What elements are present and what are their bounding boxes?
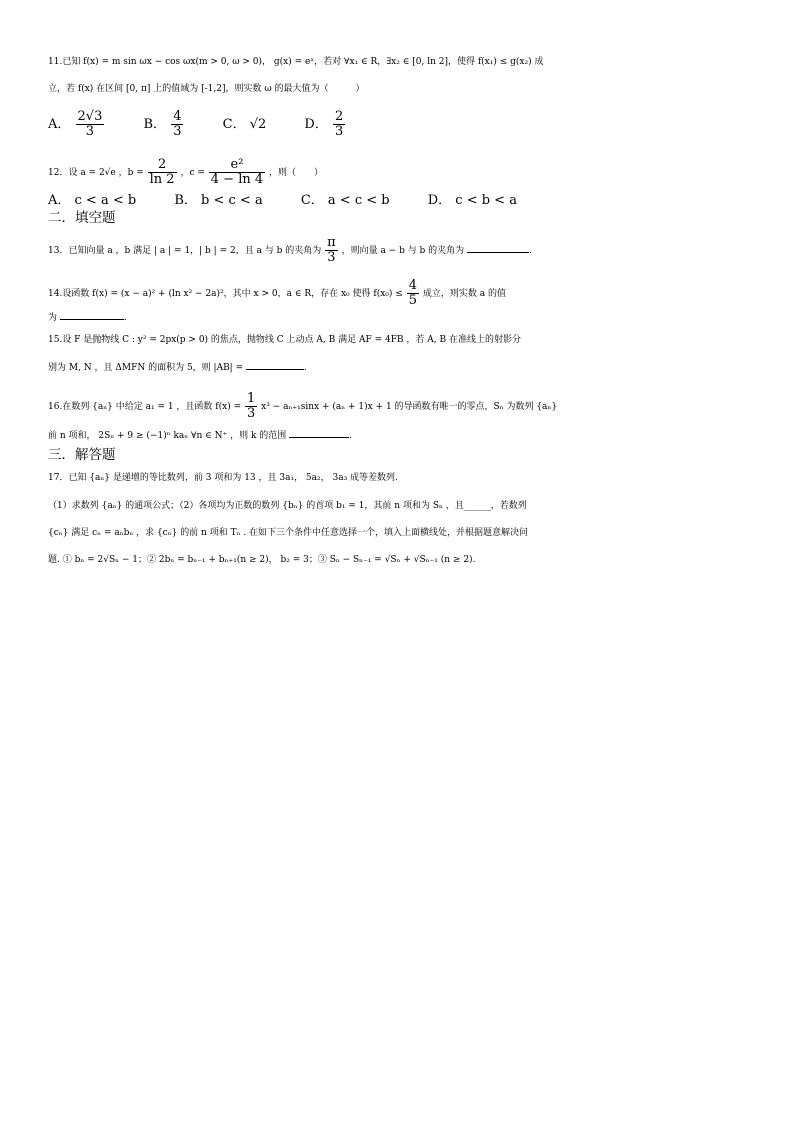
period: . — [529, 246, 532, 256]
q15-line2 — [48, 357, 748, 377]
q17-line3: {cₙ} 满足 cₙ = aₙbₙ ，求 {cₙ} 的前 n 项和 Tₙ . 在如下三个条件中任意选择一个，填入上面横线处，并根据题意解决问 — [48, 528, 529, 538]
q12-options — [48, 192, 551, 210]
q13-prefix: 13．已知向量 a ，b 满足 | a | = 1，| b | = 2，且 a 与 b 的夹角为 — [48, 246, 322, 256]
fraction — [209, 158, 265, 187]
fraction — [245, 392, 257, 421]
period: . — [123, 313, 127, 323]
q17-line1: 17．已知 {aₙ} 是递增的等比数列，前 3 项和为 13 ，且 3a₁， 5a₂， 3a₃ 成等差数列. — [48, 473, 398, 483]
fraction — [407, 279, 419, 308]
q16-line2 — [48, 425, 748, 445]
denominator: 3 — [247, 406, 256, 421]
numerator: π — [327, 235, 336, 250]
q16-line1 — [48, 392, 748, 421]
q13-suffix: ，则向量 a − b 与 b 的夹角为 — [341, 246, 465, 256]
q12-option-b: B． b < c < a — [174, 193, 263, 208]
q14-line2 — [48, 307, 748, 327]
q11-option-d — [304, 110, 346, 139]
q11-option-c — [223, 116, 267, 134]
q17-line4: 题. ① bₙ = 2√Sₙ − 1；② 2bₙ = bₙ₋₁ + bₙ₊₁(n ≥ 2)， b₂ = 3；③ Sₙ − Sₙ₋₁ = √Sₙ + √Sₙ₋₁ (n ≥ 2). — [48, 555, 476, 565]
q12-option-d: D． c < b < a — [427, 193, 517, 208]
q12-option-c: C． a < c < b — [300, 193, 390, 208]
numerator: e² — [209, 158, 265, 173]
q12-mid: ，c = — [180, 168, 205, 178]
numerator: 1 — [247, 391, 256, 406]
q14-prefix: 14.设函数 f(x) = (x − a)² + (ln x² − 2a)²，其中 x > 0，a ∈ R，存在 x₀ 使得 f(x₀) ≤ — [48, 289, 403, 299]
answer-blank[interactable] — [246, 357, 304, 370]
answer-blank[interactable] — [289, 425, 349, 438]
option-value: √2 — [249, 117, 267, 132]
numerator: 2 — [148, 158, 177, 173]
denominator: 3 — [85, 124, 95, 139]
q14-suffix: 成立，则实数 a 的值 — [422, 289, 506, 299]
q11-line1: 11.已知 f(x) = m sin ωx − cos ωx(m > 0, ω > 0)， g(x) = eˣ，若对 ∀x₁ ∈ R，∃x₂ ∈ [0, ln 2]，使得 f(x₁) ≤ g(x₂) 成 — [48, 57, 544, 67]
option-label: D． — [304, 117, 328, 132]
q13-line — [48, 236, 748, 265]
denominator: 5 — [408, 293, 417, 308]
q12-line1 — [48, 158, 748, 187]
denominator: 3 — [327, 250, 336, 265]
q17-line2: （1）求数列 {aₙ} 的通项公式；（2）各项均为正数的数列 {bₙ} 的首项 b₁ = 1，其前 n 项和为 Sₙ ，且______，若数列 — [48, 501, 527, 511]
q14-line1 — [48, 279, 748, 308]
denominator: 4 − ln 4 — [210, 172, 264, 187]
q16-line2-text: 前 n 项和， 2Sₙ + 9 ≥ (−1)ⁿ kaₙ ∀n ∈ N⁺ ，则 k 的范围 — [48, 431, 287, 441]
q11-option-b — [144, 110, 185, 139]
denominator: 3 — [173, 124, 182, 139]
period: . — [304, 363, 307, 373]
numerator: 4 — [408, 278, 417, 293]
q14-line2-text: 为 — [48, 313, 58, 323]
q12-prefix: 12．设 a = 2√e ，b = — [48, 168, 144, 178]
fraction — [333, 110, 345, 139]
denominator: 3 — [335, 124, 344, 139]
answer-blank[interactable] — [60, 307, 124, 320]
option-label: A． — [48, 117, 71, 132]
option-label: B． — [143, 117, 167, 132]
section-heading-fill-blank: 二．填空题 — [48, 210, 116, 226]
q11-options — [48, 110, 380, 139]
q16-prefix: 16.在数列 {aₙ} 中给定 a₁ = 1 ，且函数 f(x) = — [48, 402, 242, 412]
numerator: 2 — [335, 109, 344, 124]
period: . — [349, 431, 353, 441]
fraction — [76, 110, 105, 139]
denominator: ln 2 — [149, 172, 175, 187]
q11-option-a — [48, 110, 105, 139]
numerator: 4 — [173, 109, 182, 124]
answer-blank[interactable] — [467, 240, 529, 253]
q15-line1: 15.设 F 是抛物线 C : y² = 2px(p > 0) 的焦点，抛物线 C 上动点 A, B 满足 AF = 4FB ，若 A, B 在准线上的射影分 — [48, 335, 521, 345]
option-label: C． — [222, 117, 246, 132]
numerator: 2√3 — [77, 109, 103, 124]
q12-suffix: ，则（ ） — [269, 168, 324, 178]
section-heading-solve: 三．解答题 — [48, 447, 116, 463]
fraction — [171, 110, 183, 139]
fraction — [325, 236, 338, 265]
q15-line2-text: 别为 M, N ，且 ΔMFN 的面积为 5，则 |AB| = — [48, 363, 244, 373]
q16-suffix: x³ − aₙ₊₁sinx + (aₙ + 1)x + 1 的导函数有唯一的零点，Sₙ 为数列 {aₙ} — [261, 402, 558, 412]
q11-line2: 立，若 f(x) 在区间 [0, π] 上的值域为 [-1,2]，则实数 ω 的最大值为（ ） — [48, 84, 365, 94]
fraction — [148, 158, 177, 187]
q12-option-a: A． c < a < b — [48, 193, 137, 208]
